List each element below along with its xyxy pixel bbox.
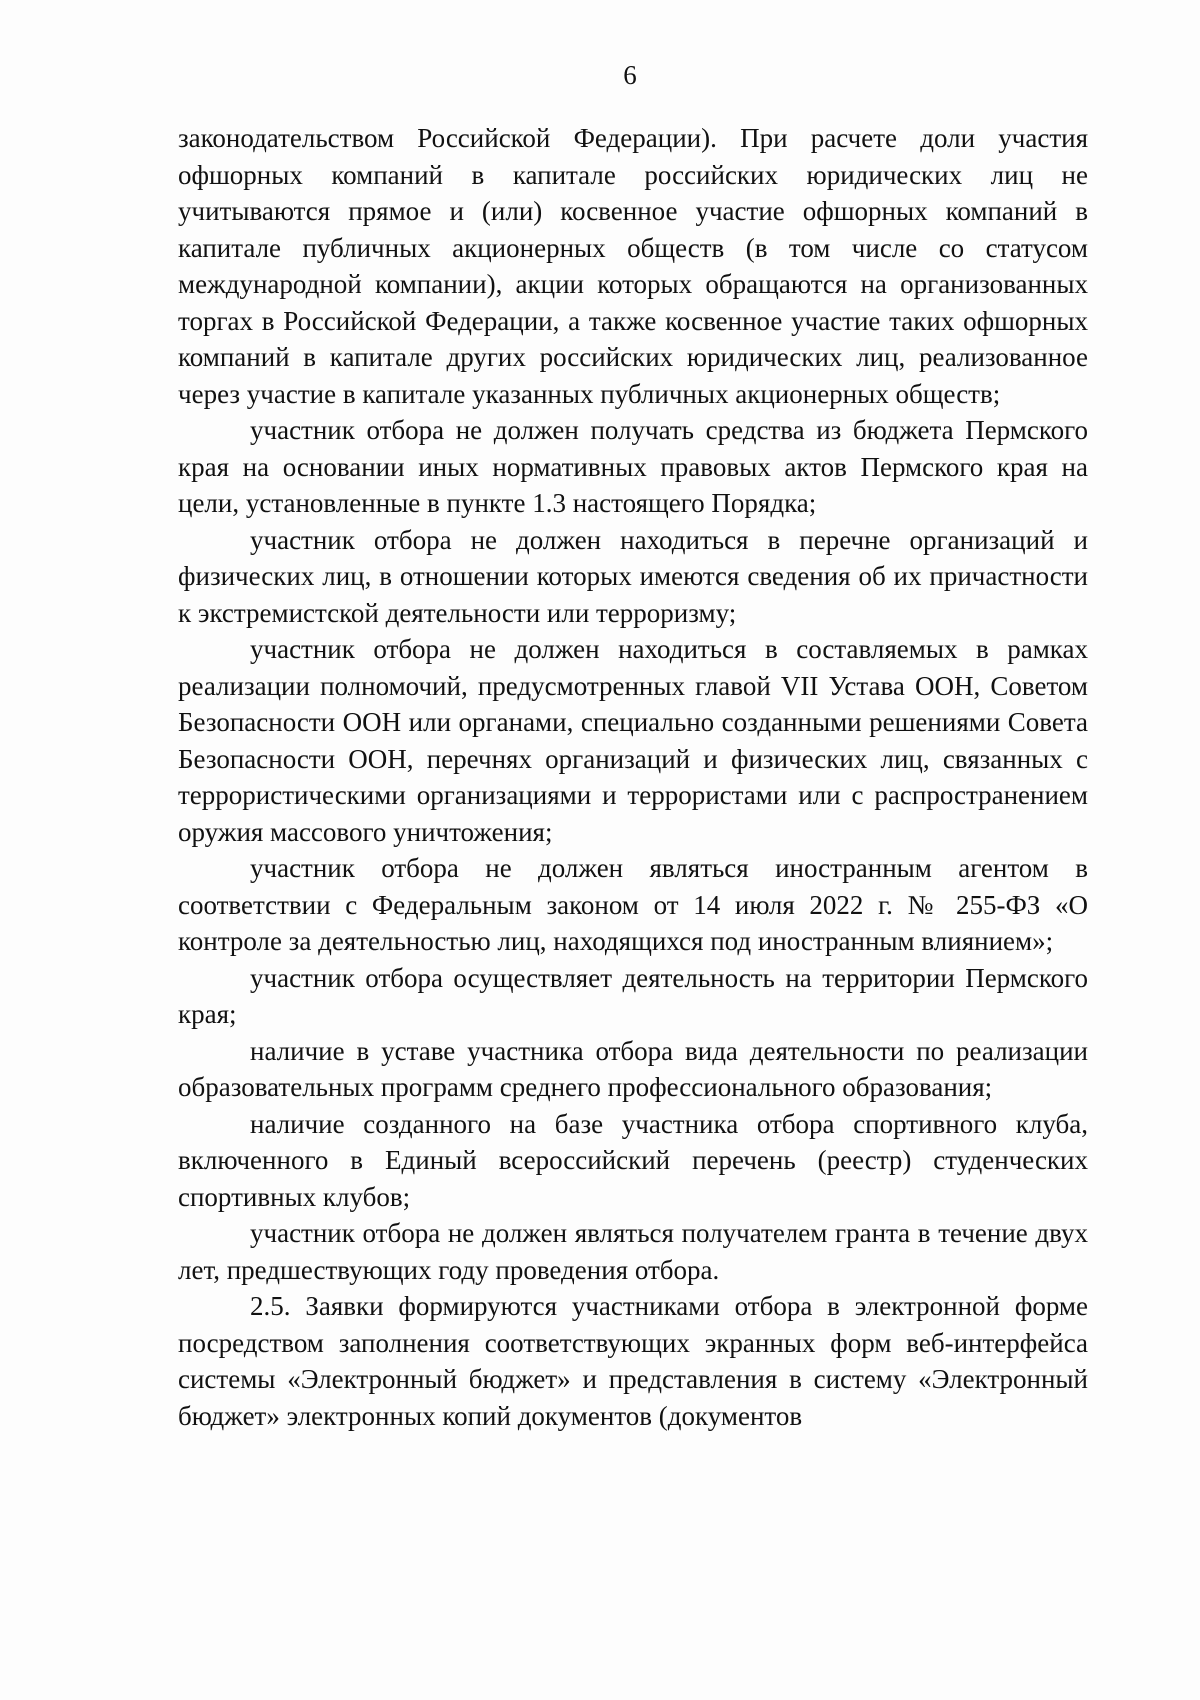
paragraph-charter-education: наличие в уставе участника отбора вида деятельности по реализации образовательных программ среднего профессионального образования; (178, 1035, 1088, 1102)
paragraph-no-budget-funds: участник отбора не должен получать средства из бюджета Пермского края на основании иных нормативных правовых актов Пермского края на цели, установленные в пункте 1.3 настоящего Порядка; (178, 415, 1088, 518)
paragraph-perm-territory: участник отбора осуществляет деятельность на территории Пермского края; (178, 962, 1088, 1029)
page-number: 6 (623, 60, 637, 90)
paragraph-no-grant-two-years: участник отбора не должен являться получателем гранта в течение двух лет, предшествующих году проведения отбора. (178, 1218, 1088, 1285)
paragraph-sports-club: наличие созданного на базе участника отбора спортивного клуба, включенного в Единый всероссийский перечень (реестр) студенческих спортивных клубов; (178, 1108, 1088, 1212)
document-body (178, 120, 1088, 1434)
paragraph-not-foreign-agent: участник отбора не должен являться иностранным агентом в соответствии с Федеральным законом от 14 июля 2022 г. № 255-ФЗ «О контроле за деятельностью лиц, находящихся под иностранным влиянием»; (178, 853, 1088, 956)
paragraph-section-2-5: 2.5. Заявки формируются участниками отбора в электронной форме посредством заполнения соответствующих экранных форм веб-интерфейса системы «Электронный бюджет» и представления в систему «Электронный бюджет» электронных копий документов (документов (178, 1291, 1088, 1431)
paragraph-offshore-participation: законодательством Российской Федерации). При расчете доли участия офшорных компаний в капитале российских юридических лиц не учитываются прямое и (или) косвенное участие офшорных компаний в капитале публичных акционерных обществ (в том числе со статусом международной компании), акции которых обращаются на организованных торгах в Российской Федерации, а также косвенное участие таких офшорных компаний в капитале других российских юридических лиц, реализованное через участие в капитале указанных публичных акционерных обществ; (178, 123, 1088, 409)
paragraph-not-un-lists: участник отбора не должен находиться в составляемых в рамках реализации полномочий, предусмотренных главой VII Устава ООН, Советом Безопасности ООН или органами, специально созданными решениями Совета Безопасности ООН, перечнях организаций и физических лиц, связанных с террористическими организациями и террористами или с распространением оружия массового уничтожения; (178, 634, 1088, 847)
paragraph-not-extremist-list: участник отбора не должен находиться в перечне организаций и физических лиц, в отношении которых имеются сведения об их причастности к экстремистской деятельности или терроризму; (178, 524, 1088, 628)
